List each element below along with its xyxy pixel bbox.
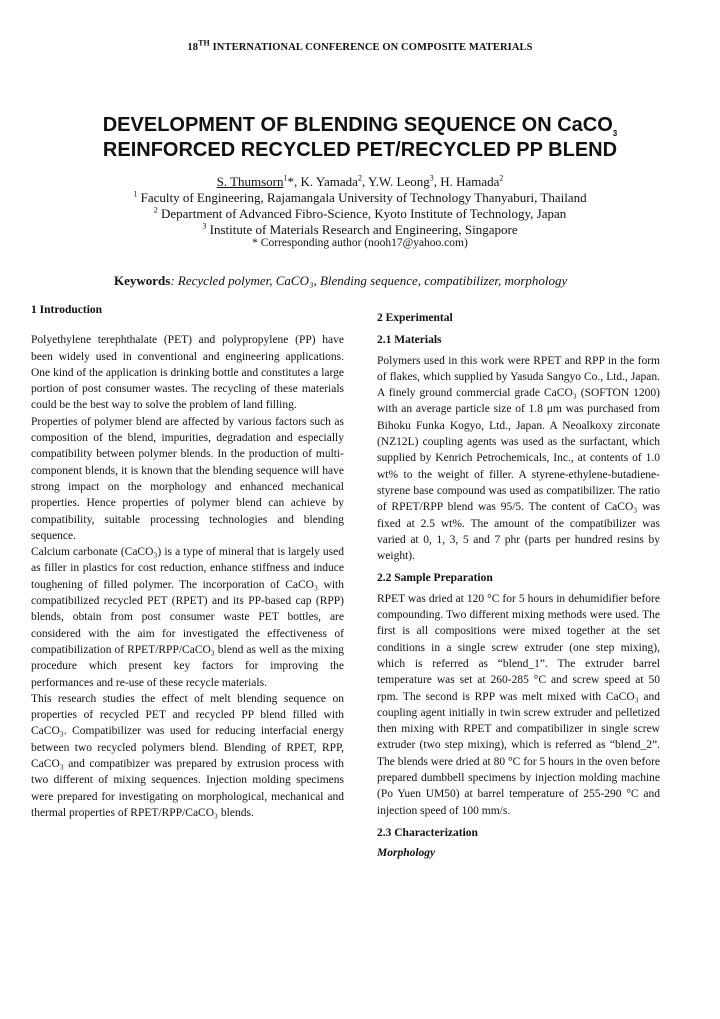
affiliation-text: Department of Advanced Fibro-Science, Kyoto Institute of Technology, Japan (157, 206, 567, 221)
left-column (31, 302, 344, 821)
author-sep: , (433, 174, 441, 189)
corresponding-author: * Corresponding author (nooh17@yahoo.com) (252, 237, 468, 249)
affiliation-sup: 3 (202, 221, 207, 231)
materials-paragraph: Polymers used in this work were RPET and RPP in the form of flakes, which supplied by Yasuda Sangyo Co., Ltd., Japan. A finely ground commercial grade CaCO₃ (SOFTON 1200) with an average particle size of 1.8 μm was purchased from Bihoku Funka Kogyo, Ltd., Japan. A Neoalkoxy zirconate (NZ12L) coupling agents was used as the surfactant, which supplied by Kenrich Petrochemicals, Inc., at contents of 1.0 wt% to the weight of filler. A styrene-ethylene-butadiene-styrene base compound was used as compatibilizer. The ratio of RPET/RPP blend was 95/5. The content of CaCO₃ was fixed at 2.5 wt%. The amount of the compatibilizer was varied at 0, 1, 3, 5 and 7 phr (parts per hundred resins by weight). (377, 354, 660, 563)
author-list (0, 174, 720, 190)
author-2-sup: 2 (357, 173, 362, 183)
author-1: S. Thumsorn (216, 174, 284, 189)
intro-paragraph-2: Properties of polymer blend are affected by various factors such as composition of the blend, impurities, degradation and especially compatibility between polymer blends. In the production of multi-component blends, it is known that the blending sequence will have strong impact on the morphology and enhanced mechanical properties. Hence properties of polymer blend can achieve by compatibility, suitable processing technologies and blending sequence. (31, 415, 344, 542)
title-line-2: REINFORCED RECYCLED PET/RECYCLED PP BLEND (102, 139, 618, 161)
header-text: INTERNATIONAL CONFERENCE ON COMPOSITE MATERIALS (209, 42, 533, 53)
affiliation-sup: 2 (153, 205, 158, 215)
conference-header (0, 38, 720, 53)
intro-paragraph-1: Polyethylene terephthalate (PET) and polypropylene (PP) have been widely used in conventional and engineering applications. One kind of the application is drinking bottle and constitutes a large portion of post consumer wastes. The recycling of these materials could be the best way to solve the problem of land filling. (31, 334, 344, 412)
intro-paragraph-4: This research studies the effect of melt blending sequence on properties of recycled PET and recycled PP blend filled with CaCO₃. Compatibilizer was used for reducing interfacial energy between two recycled polymers blend. Blending of RPET, RPP, CaCO₃ and compatibizer was prepared by extrusion process with two different of mixing sequences. Injection molding specimens were prepared for investigating on morphological, mechanical and thermal properties of RPET/RPP/CaCO₃ blends. (31, 692, 344, 819)
author-4-sup: 2 (499, 173, 504, 183)
paper-title (60, 113, 660, 163)
right-column (377, 310, 660, 862)
intro-paragraph-3: Calcium carbonate (CaCO₃) is a type of mineral that is largely used as filler in plastics for cost reduction, enhance stiffness and induce toughening of filled polymer. The incorporation of CaCO₃ with compatibilized recycled PET (RPET) and its PP-based cap (RPP) blends, obtain from post consumer waste PET bottles, are considered with the aim for investigated the effectiveness of compatibilization of RPET/RPP/CaCO₃ blend as well as the mixing procedure which present key factors for improving the performances and re-use of these recycle materials. (31, 546, 344, 689)
affiliation-1 (0, 190, 720, 206)
affiliation-sup: 1 (133, 189, 138, 199)
affiliation-3 (0, 222, 720, 238)
author-1-sup: 1 (283, 173, 288, 183)
affiliation-text: Institute of Materials Research and Engineering, Singapore (206, 222, 518, 237)
author-4: H. Hamada (440, 174, 500, 189)
keywords (114, 273, 674, 289)
author-sep: , (361, 174, 368, 189)
keywords-text: : Recycled polymer, CaCO₃, Blending sequence, compatibilizer, morphology (170, 273, 568, 288)
keywords-label: Keywords (114, 273, 171, 288)
author-3: Y.W. Leong (367, 174, 430, 189)
affiliation-text: Faculty of Engineering, Rajamangala University of Technology Thanyaburi, Thailand (137, 190, 587, 205)
author-2: K. Yamada (300, 174, 358, 189)
subsection-morphology: Morphology (377, 847, 436, 860)
header-sup: TH (198, 38, 210, 48)
header-number: 18 (187, 42, 199, 53)
subsection-materials: 2.1 Materials (377, 334, 442, 347)
section-heading-experimental: 2 Experimental (377, 312, 453, 324)
subsection-characterization: 2.3 Characterization (377, 826, 478, 839)
title-line-1: DEVELOPMENT OF BLENDING SEQUENCE ON CaCO (102, 114, 613, 136)
title-subscript: 3 (612, 129, 618, 138)
affiliation-2 (0, 206, 720, 222)
section-heading-introduction: 1 Introduction (31, 304, 103, 316)
subsection-sample-preparation: 2.2 Sample Preparation (377, 572, 493, 585)
author-3-sup: 3 (429, 173, 434, 183)
author-1-star: *, (287, 174, 301, 189)
sample-preparation-paragraph: RPET was dried at 120 °C for 5 hours in dehumidifier before compounding. Two different mixing methods were used. The first is all compositions were mixed together at the set conditions in a single screw extruder (one step mixing), which is referred as “blend_1”. The extruder barrel temperature was set at 260-285 °C and screw speed at 50 rpm. The second is RPP was melt mixed with CaCO₃ and coupling agent initially in twin screw extruder and pelletized then mixing with RPET and compatibilizer in single screw extruder (two step mixing), which is referred as “blend_2”. The blends were dried at 80 °C for 5 hours in the oven before prepared dumbbell specimens by injection molding machine (Po Yuen UM50) at barrel temperature of 255-290 °C and injection speed of 100 mm/s. (377, 592, 660, 817)
